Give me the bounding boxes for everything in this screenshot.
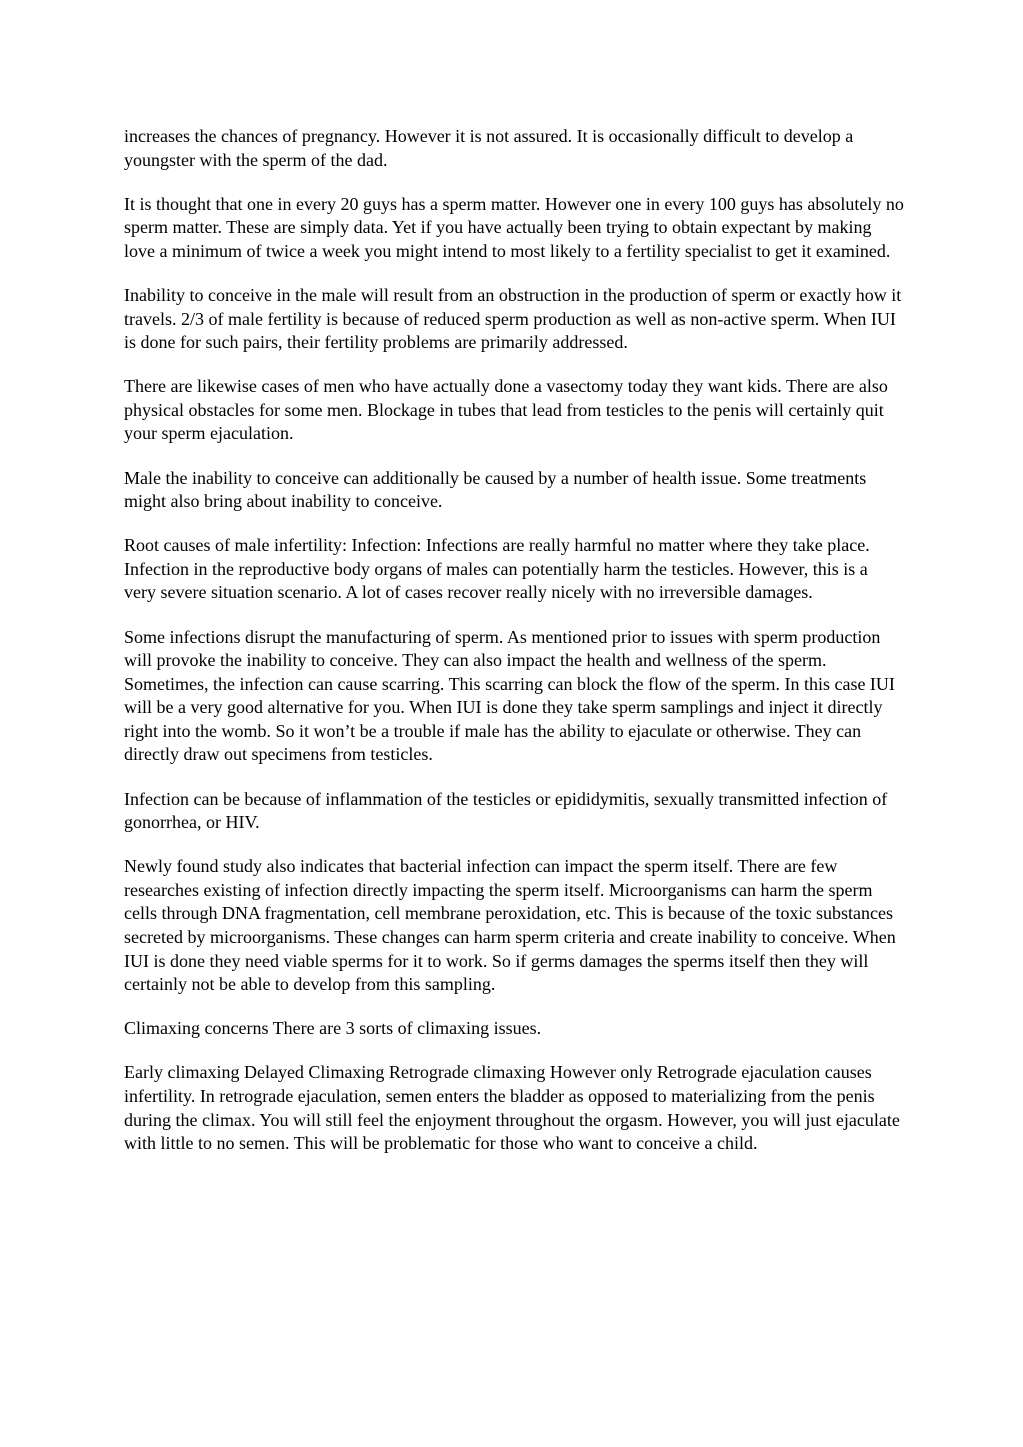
paragraph: increases the chances of pregnancy. However it is not assured. It is occasionally difficult to develop a youngster with the sperm of the dad. — [124, 126, 854, 170]
paragraph: Newly found study also indicates that bacterial infection can impact the sperm itself. There are few researches existing of infection directly impacting the sperm itself. Microorganisms can harm the sperm cells through DNA fragmentation, cell membrane peroxidation, etc. This is because of the toxic substances secreted by microorganisms. These changes can harm sperm criteria and create inability to conceive. When IUI is done they need viable sperms for it to work. So if germs damages the sperms itself then they will certainly not be able to develop from this sampling. — [124, 856, 896, 995]
paragraph: Inability to conceive in the male will result from an obstruction in the production of sperm or exactly how it travels. 2/3 of male fertility is because of reduced sperm production as well as non-active sperm. When IUI is done for such pairs, their fertility problems are primarily addressed. — [124, 284, 902, 353]
paragraph: Early climaxing Delayed Climaxing Retrograde climaxing However only Retrograde ejaculation causes infertility. In retrograde ejaculation, semen enters the bladder as opposed to materializing from the penis during the climax. You will still feel the enjoyment throughout the orgasm. However, you will just ejaculate with little to no semen. This will be problematic for those who want to conceive a child. — [124, 1062, 900, 1154]
paragraph: There are likewise cases of men who have actually done a vasectomy today they want kids. There are also physical obstacles for some men. Blockage in tubes that lead from testicles to the penis will certainly quit your sperm ejaculation. — [124, 376, 888, 444]
paragraph: Climaxing concerns There are 3 sorts of climaxing issues. — [124, 1018, 542, 1039]
paragraph: It is thought that one in every 20 guys has a sperm matter. However one in every 100 guys has absolutely no sperm matter. These are simply data. Yet if you have actually been trying to obtain expectant by making love a minimum of twice a week you might intend to most likely to a fertility specialist to get it examined. — [124, 193, 904, 261]
document-page — [124, 125, 904, 1176]
paragraph: Some infections disrupt the manufacturing of sperm. As mentioned prior to issues with sperm production will provoke the inability to conceive. They can also impact the health and wellness of the sperm. Sometimes, the infection can cause scarring. This scarring can block the flow of the sperm. In this case IUI will be a very good alternative for you. When IUI is done they take sperm samplings and inject it directly right into the womb. So it won’t be a trouble if male has the ability to ejaculate or otherwise. They can directly draw out specimens from testicles. — [124, 626, 895, 765]
paragraph: Root causes of male infertility: Infection: Infections are really harmful no matter where they take place. Infection in the reproductive body organs of males can potentially harm the testicles. However, this is a very severe situation scenario. A lot of cases recover really nicely with no irreversible damages. — [124, 535, 870, 603]
paragraph: Male the inability to conceive can additionally be caused by a number of health issue. Some treatments might also bring about inability to conceive. — [124, 467, 867, 512]
paragraph: Infection can be because of inflammation of the testicles or epididymitis, sexually transmitted infection of gonorrhea, or HIV. — [124, 788, 888, 833]
